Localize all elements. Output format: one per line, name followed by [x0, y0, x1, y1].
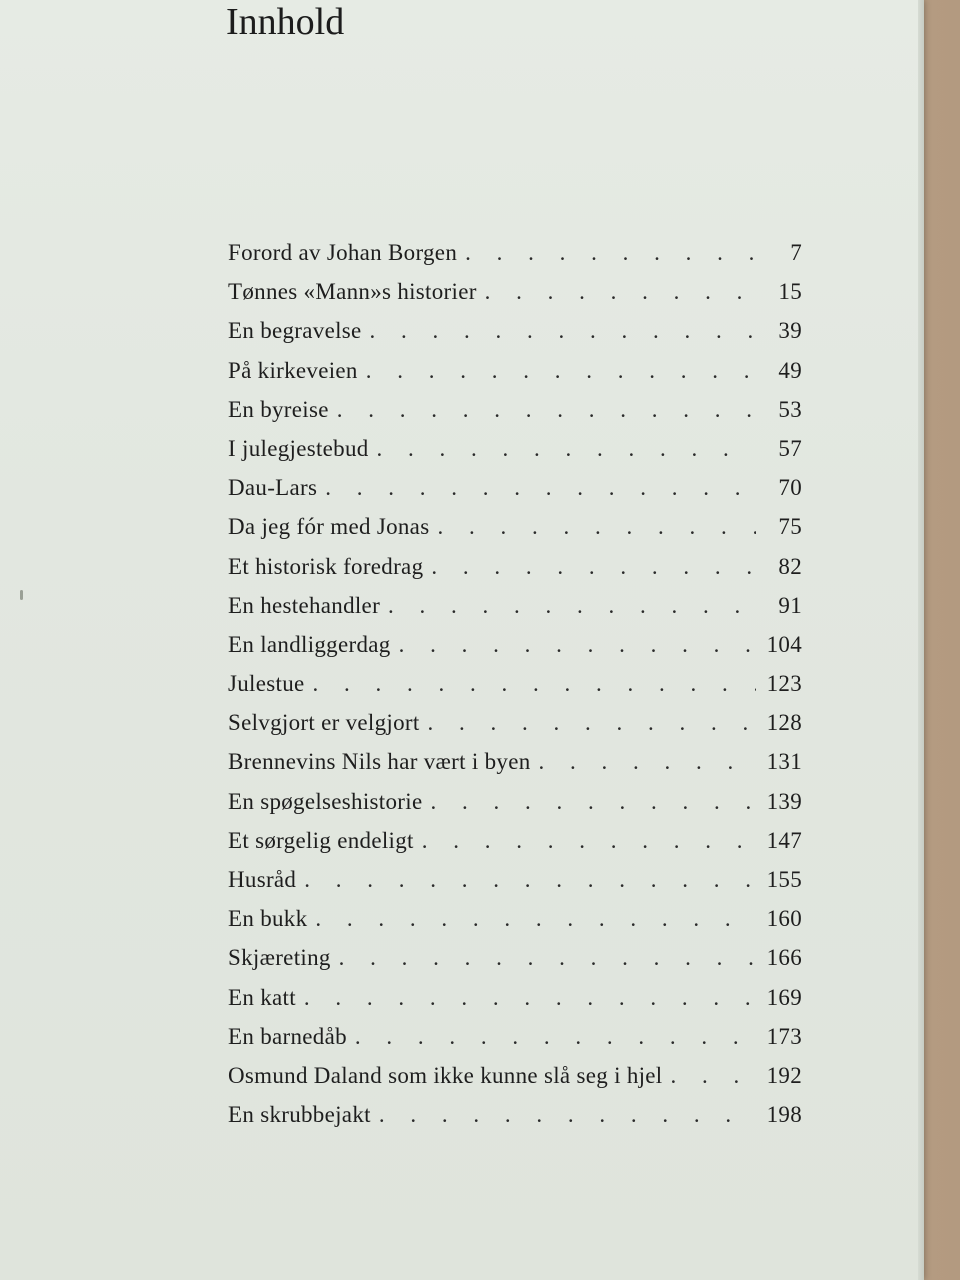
toc-entry-title: En landliggerdag	[228, 631, 391, 657]
dot-leader	[313, 671, 757, 697]
toc-entry-title: En barnedåb	[228, 1023, 347, 1049]
dot-leader	[304, 867, 756, 893]
toc-entry-title: Et sørgelig endeligt	[228, 827, 414, 853]
toc-entry-page: 173	[766, 1023, 802, 1049]
dot-leader	[539, 749, 756, 775]
toc-entry-title: Osmund Daland som ikke kunne slå seg i hjel	[228, 1062, 663, 1088]
toc-entry-page: 39	[778, 318, 802, 344]
toc-entry-title: Skjæreting	[228, 945, 331, 971]
toc-entry-title: Julestue	[228, 671, 305, 697]
dot-leader	[428, 710, 756, 736]
toc-entry	[228, 475, 802, 514]
toc-entry-title: Tønnes «Mann»s historier	[228, 279, 477, 305]
dot-leader	[379, 1102, 756, 1128]
toc-entry-title: Da jeg fór med Jonas	[228, 514, 430, 540]
toc-entry-page: 7	[790, 240, 802, 265]
toc-entry-page: 53	[778, 396, 802, 422]
dot-leader	[437, 514, 756, 540]
toc-entry-title: Brennevins Nils har vært i byen	[228, 749, 531, 775]
toc-entry-title: Forord av Johan Borgen	[228, 240, 458, 265]
toc-entry-page: 160	[766, 906, 802, 932]
toc-entry-page: 139	[766, 788, 802, 814]
toc-entry-title: En byreise	[228, 396, 329, 422]
toc-entry-title: Dau-Lars	[228, 475, 318, 501]
table-of-contents	[228, 240, 802, 1141]
page-edge	[918, 0, 924, 1280]
toc-entry	[228, 632, 802, 671]
toc-entry-title: En skrubbejakt	[228, 1102, 371, 1128]
dot-leader	[430, 789, 756, 815]
toc-entry-page: 15	[778, 279, 802, 305]
dot-leader	[370, 318, 756, 344]
toc-entry	[228, 358, 802, 397]
dot-leader	[325, 475, 756, 501]
toc-entry	[228, 240, 802, 279]
toc-entry	[228, 828, 802, 867]
toc-entry-page: 155	[766, 867, 802, 892]
toc-entry	[228, 985, 802, 1024]
toc-entry-page: 192	[766, 1062, 802, 1088]
toc-entry	[228, 1024, 802, 1063]
toc-entry-page: 147	[766, 827, 802, 853]
dot-leader	[422, 828, 756, 854]
dot-leader	[339, 945, 756, 971]
toc-entry-page: 131	[766, 749, 802, 775]
dot-leader	[431, 554, 756, 580]
toc-entry	[228, 593, 802, 632]
toc-entry-page: 166	[766, 945, 802, 971]
toc-entry-title: På kirkeveien	[228, 357, 358, 383]
toc-entry-title: En bukk	[228, 906, 308, 932]
toc-entry-title: En katt	[228, 984, 296, 1010]
dot-leader	[399, 632, 756, 658]
toc-entry	[228, 397, 802, 436]
toc-entry-page: 91	[778, 592, 802, 618]
toc-entry	[228, 945, 802, 984]
toc-entry	[228, 514, 802, 553]
toc-entry	[228, 436, 802, 475]
dot-leader	[355, 1024, 756, 1050]
toc-entry-page: 70	[778, 475, 802, 501]
toc-entry	[228, 749, 802, 788]
toc-entry-page: 49	[778, 357, 802, 383]
toc-entry-page: 104	[766, 631, 802, 657]
toc-entry	[228, 1063, 802, 1102]
toc-entry	[228, 554, 802, 593]
toc-entry	[228, 1102, 802, 1141]
dot-leader	[465, 240, 756, 266]
page-title: Innhold	[226, 1, 345, 43]
dot-leader	[304, 985, 756, 1011]
toc-entry	[228, 906, 802, 945]
toc-entry	[228, 867, 802, 906]
toc-entry-page: 82	[778, 553, 802, 579]
toc-entry	[228, 671, 802, 710]
toc-entry-title: En spøgelseshistorie	[228, 788, 423, 814]
ink-mark	[20, 590, 23, 600]
toc-entry-page: 198	[766, 1102, 802, 1128]
dot-leader	[337, 397, 756, 423]
dot-leader	[315, 906, 756, 932]
dot-leader	[366, 358, 756, 384]
toc-entry	[228, 279, 802, 318]
toc-entry-title: Et historisk foredrag	[228, 553, 424, 579]
toc-entry	[228, 789, 802, 828]
toc-entry-page: 169	[766, 984, 802, 1010]
toc-entry-title: Husråd	[228, 867, 297, 892]
toc-entry-page: 75	[778, 514, 802, 540]
dot-leader	[671, 1063, 756, 1089]
dot-leader	[377, 436, 756, 462]
dot-leader	[388, 593, 756, 619]
toc-entry-title: Selvgjort er velgjort	[228, 710, 420, 736]
toc-entry-page: 123	[766, 671, 802, 697]
toc-entry-page: 57	[778, 435, 802, 461]
toc-entry-title: En hestehandler	[228, 592, 381, 618]
toc-entry-title: En begravelse	[228, 318, 362, 344]
dot-leader	[485, 279, 756, 305]
toc-entry	[228, 318, 802, 357]
toc-entry-page: 128	[766, 710, 802, 736]
toc-entry	[228, 710, 802, 749]
toc-entry-title: I julegjestebud	[228, 435, 369, 461]
